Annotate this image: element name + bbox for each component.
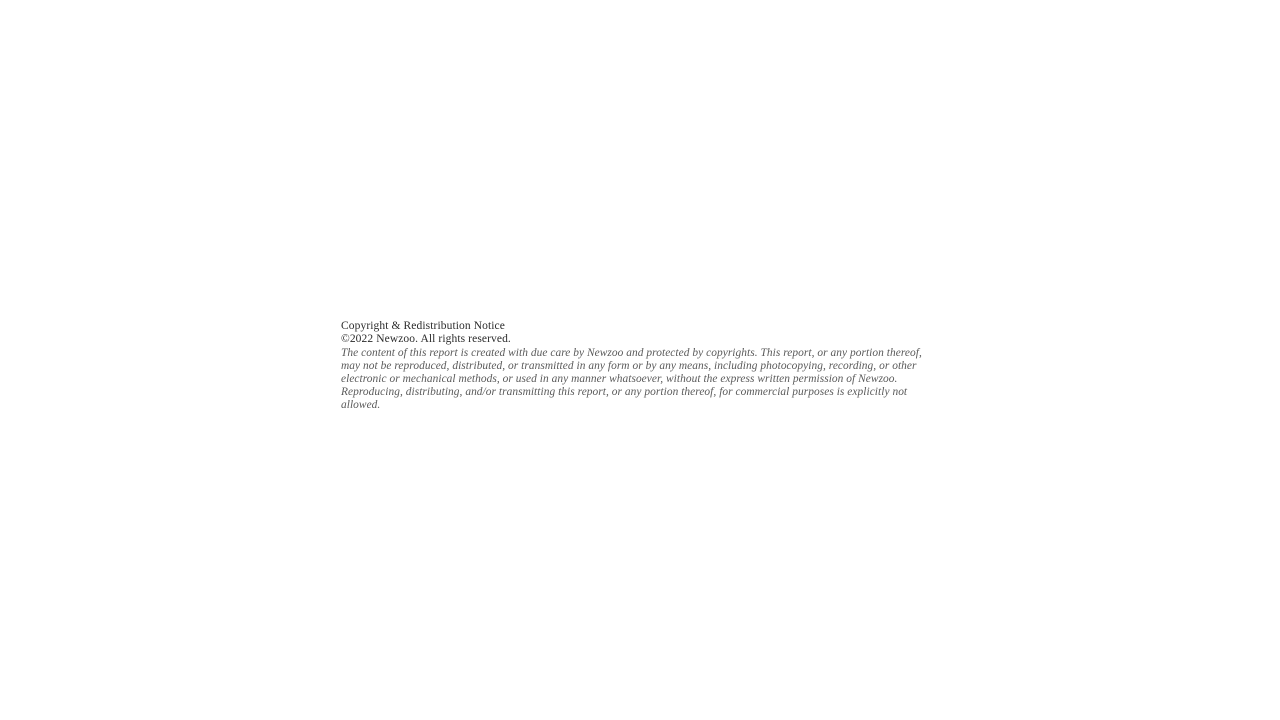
copyright-notice-block [341,320,931,412]
copyright-notice-body: The content of this report is created with due care by Newzoo and protected by copyrights. This report, or any portion thereof, may not be reproduced, distributed, or transmitted in any form or by any means, including photocopying, recording, or other electronic or mechanical methods, or used in any manner whatsoever, without the express written permission of Newzoo. Reproducing, distributing, and/or transmitting this report, or any portion thereof, for commercial purposes is explicitly not allowed. [341,347,922,411]
copyright-notice-heading: Copyright & Redistribution Notice [341,320,505,332]
copyright-line: ©2022 Newzoo. All rights reserved. [341,333,511,345]
